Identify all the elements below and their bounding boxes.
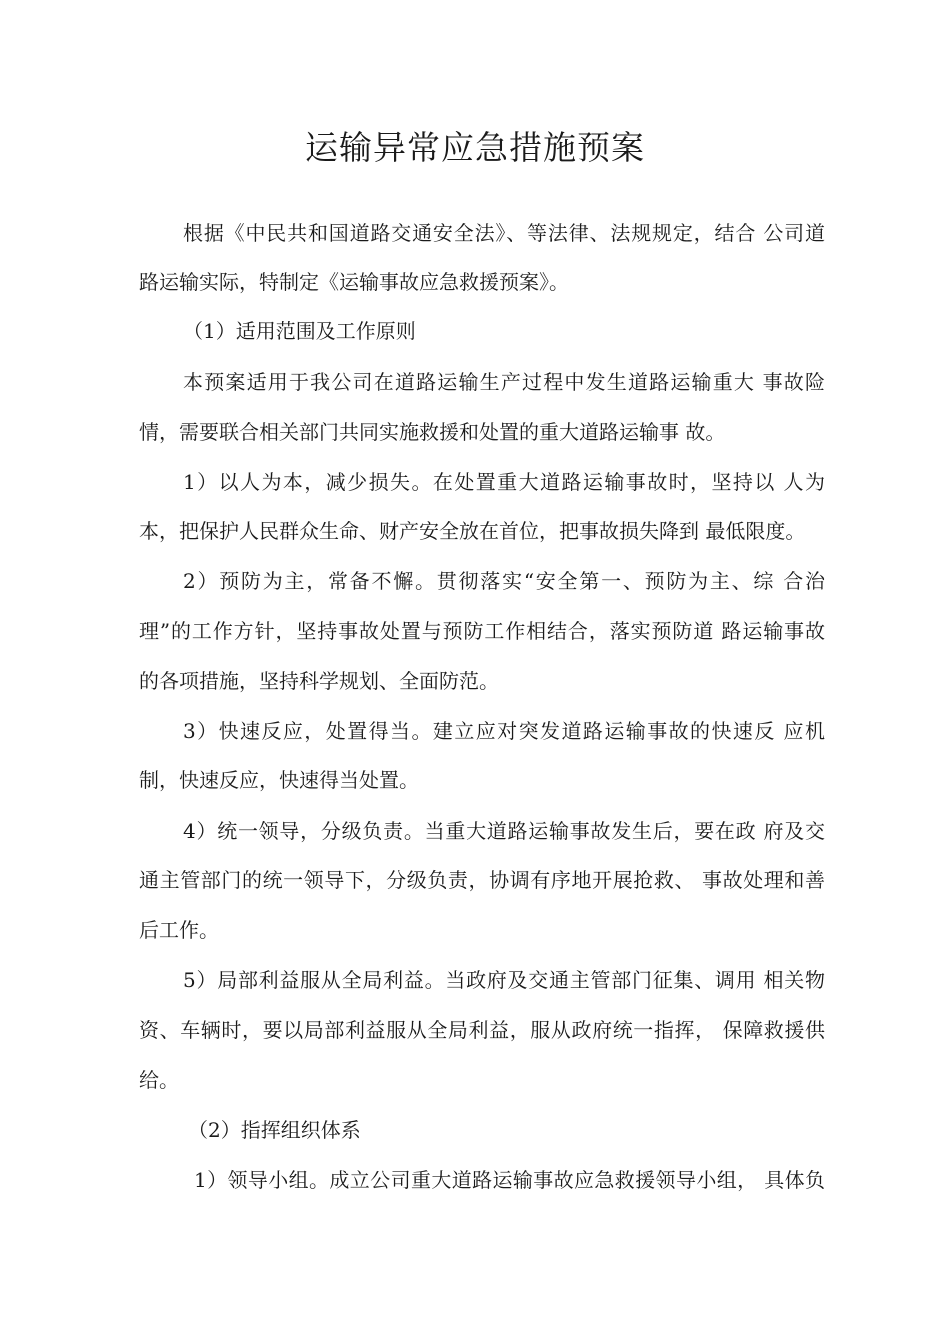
paragraph-line: 资、车辆时，要以局部利益服从全局利益，服从政府统一指挥， 保障救援供 xyxy=(139,1018,825,1042)
section-heading: （1）适用范围及工作原则 xyxy=(183,319,416,343)
paragraph-line: 情，需要联合相关部门共同实施救援和处置的重大道路运输事 故。 xyxy=(139,420,726,444)
section-heading: （2）指挥组织体系 xyxy=(188,1118,361,1142)
paragraph-line: 5）局部利益服从全局利益。当政府及交通主管部门征集、调用 相关物 xyxy=(183,968,825,992)
paragraph-line: 4）统一领导，分级负责。当重大道路运输事故发生后，要在政 府及交 xyxy=(183,819,825,843)
paragraph-line: 本预案适用于我公司在道路运输生产过程中发生道路运输重大 事故险 xyxy=(183,370,825,394)
document-title: 运输异常应急措施预案 xyxy=(305,128,645,167)
paragraph-line: 根据《中民共和国道路交通安全法》、等法律、法规规定，结合 公司道 xyxy=(183,221,825,245)
paragraph-line: 给。 xyxy=(139,1068,179,1092)
paragraph-line: 通主管部门的统一领导下，分级负责，协调有序地开展抢救、 事故处理和善 xyxy=(139,868,825,892)
paragraph-line: 理”的工作方针，坚持事故处置与预防工作相结合，落实预防道 路运输事故 xyxy=(139,619,825,643)
paragraph-line: 3）快速反应，处置得当。建立应对突发道路运输事故的快速反 应机 xyxy=(183,719,825,743)
paragraph-line: 本，把保护人民群众生命、财产安全放在首位，把事故损失降到 最低限度。 xyxy=(139,519,806,543)
paragraph-line: 制，快速反应，快速得当处置。 xyxy=(139,768,419,792)
paragraph-line: 1）领导小组。成立公司重大道路运输事故应急救援领导小组， 具体负 xyxy=(194,1168,825,1192)
paragraph-line: 1）以人为本，减少损失。在处置重大道路运输事故时，坚持以 人为 xyxy=(183,470,825,494)
paragraph-line: 的各项措施，坚持科学规划、全面防范。 xyxy=(139,669,499,693)
paragraph-line: 后工作。 xyxy=(139,918,219,942)
paragraph-line: 路运输实际，特制定《运输事故应急救援预案》。 xyxy=(139,270,569,294)
paragraph-line: 2）预防为主，常备不懈。贯彻落实“安全第一、预防为主、综 合治 xyxy=(183,569,825,593)
